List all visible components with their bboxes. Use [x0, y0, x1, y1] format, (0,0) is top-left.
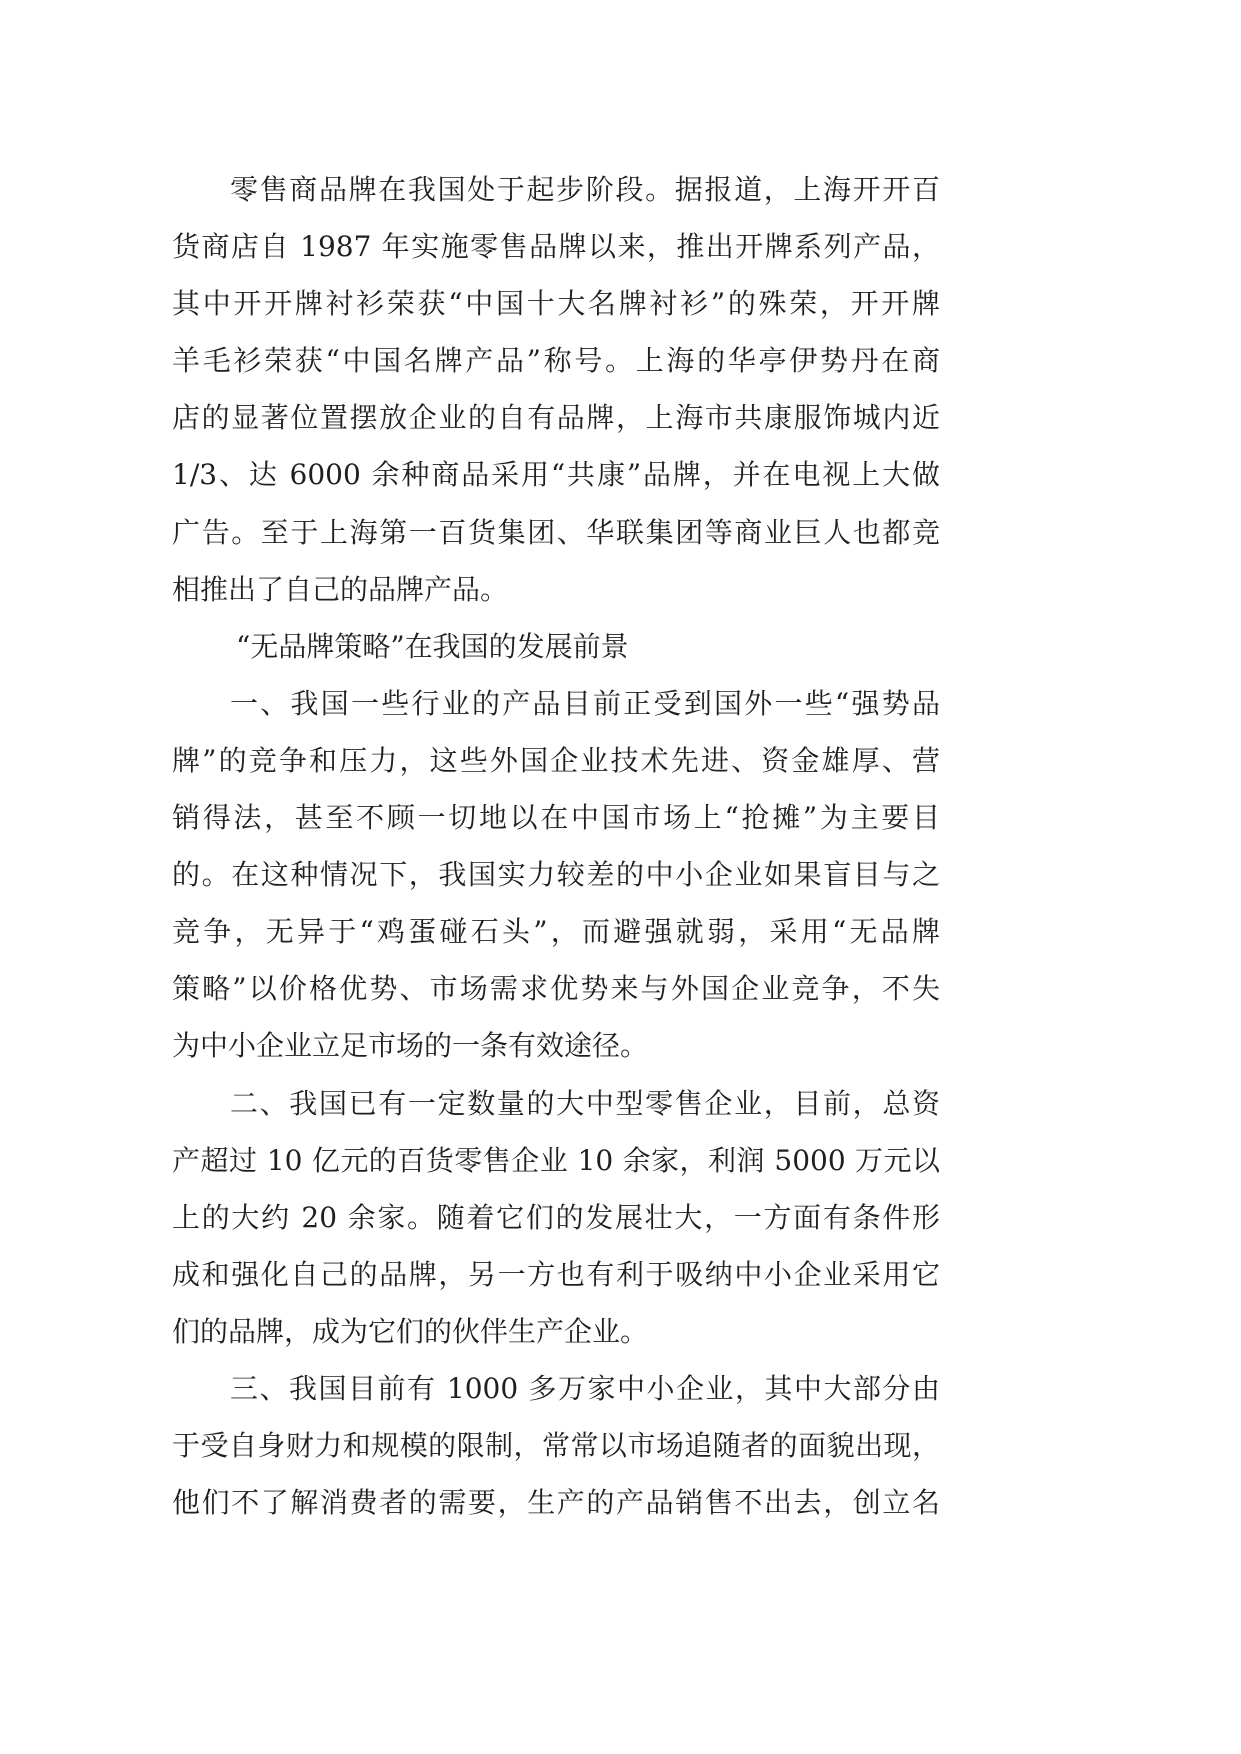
text-line: 销得法，甚至不顾一切地以在中国市场上“抢摊”为主要目 — [172, 801, 940, 835]
text-line: 策略”以价格优势、市场需求优势来与外国企业竞争，不失 — [172, 972, 940, 1006]
text-line: 相推出了自己的品牌产品。 — [172, 572, 509, 606]
paragraph-point-two — [172, 1075, 940, 1360]
text-line: 的。在这种情况下，我国实力较差的中小企业如果盲目与之 — [172, 858, 940, 892]
section-heading: “无品牌策略”在我国的发展前景 — [236, 629, 629, 663]
text-line: 他们不了解消费者的需要，生产的产品销售不出去，创立名 — [172, 1486, 940, 1520]
text-line: 牌”的竞争和压力，这些外国企业技术先进、资金雄厚、营 — [172, 743, 940, 777]
text-line: 二、我国已有一定数量的大中型零售企业，目前，总资 — [230, 1086, 940, 1120]
text-line: 一、我国一些行业的产品目前正受到国外一些“强势品 — [230, 686, 940, 720]
document-body — [172, 161, 940, 1531]
text-line: 竞争，无异于“鸡蛋碰石头”，而避强就弱，采用“无品牌 — [172, 915, 940, 949]
text-line: 为中小企业立足市场的一条有效途径。 — [172, 1029, 649, 1063]
text-line: 上的大约 20 余家。随着它们的发展壮大，一方面有条件形 — [172, 1200, 940, 1234]
text-line: 货商店自 1987 年实施零售品牌以来，推出开牌系列产品， — [172, 230, 940, 264]
text-line: 羊毛衫荣获“中国名牌产品”称号。上海的华亭伊势丹在商 — [172, 344, 940, 378]
paragraph-retail-brands — [172, 161, 940, 618]
text-line: 成和强化自己的品牌，另一方也有利于吸纳中小企业采用它 — [172, 1257, 940, 1291]
text-line: 产超过 10 亿元的百货零售企业 10 余家，利润 5000 万元以 — [172, 1143, 940, 1177]
paragraph-point-three — [172, 1360, 940, 1531]
text-line: 于受自身财力和规模的限制，常常以市场追随者的面貌出现， — [172, 1429, 940, 1463]
text-line: 店的显著位置摆放企业的自有品牌，上海市共康服饰城内近 — [172, 401, 940, 435]
text-line: 广告。至于上海第一百货集团、华联集团等商业巨人也都竞 — [172, 515, 940, 549]
text-line: 其中开开牌衬衫荣获“中国十大名牌衬衫”的殊荣，开开牌 — [172, 287, 940, 321]
text-line: 1/3、达 6000 余种商品采用“共康”品牌，并在电视上大做 — [172, 458, 940, 492]
text-line: 三、我国目前有 1000 多万家中小企业，其中大部分由 — [230, 1371, 940, 1405]
paragraph-point-one — [172, 675, 940, 1075]
text-line: 零售商品牌在我国处于起步阶段。据报道，上海开开百 — [230, 173, 940, 206]
text-line: 们的品牌，成为它们的伙伴生产企业。 — [172, 1314, 649, 1348]
